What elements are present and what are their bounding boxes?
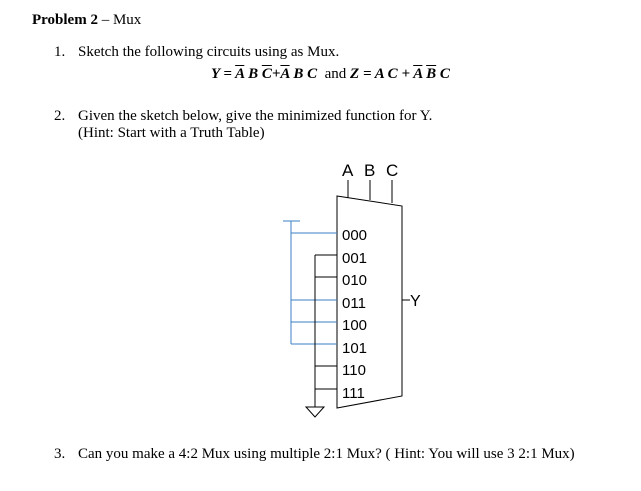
eq-z-lhs: Z: [350, 66, 360, 82]
eq-z-equals: =: [362, 66, 372, 82]
eq-y-lhs: Y: [211, 66, 220, 82]
black-wiring: [306, 255, 337, 417]
question-1-number: 1.: [54, 44, 66, 60]
eq-y-t2-c: C: [307, 66, 318, 82]
blue-wire-000-diag: [291, 221, 337, 233]
problem-title-rest: – Mux: [97, 12, 142, 28]
mux-input-110: 110: [342, 362, 366, 379]
question-2-text: Given the sketch below, give the minimized function for Y.: [78, 108, 433, 124]
select-label-a: A: [342, 161, 354, 180]
question-2-hint: (Hint: Start with a Truth Table): [78, 125, 265, 141]
mux-input-000: 000: [342, 227, 368, 244]
eq-y-t1-a: $\overline{A}$: [235, 66, 245, 82]
output-label: Y: [410, 293, 421, 310]
eq-z-t2-b: $\overline{B}$: [426, 66, 437, 82]
eq-y-equals: =: [223, 66, 232, 82]
select-label-b: B: [364, 161, 376, 180]
eq-z-plus: +: [401, 66, 410, 82]
eq-y-t1-b: B: [248, 66, 259, 82]
blue-wiring: [283, 221, 337, 344]
mux-input-101: 101: [342, 340, 368, 357]
select-label-c: C: [386, 161, 399, 180]
problem-title-bold: Problem 2: [32, 12, 98, 28]
mux-input-111: 111: [342, 385, 365, 402]
mux-input-010: 010: [342, 272, 368, 289]
eq-z-t1-c: C: [387, 66, 398, 82]
eq-y-plus: +: [271, 66, 281, 82]
question-2-number: 2.: [54, 108, 66, 124]
question-3-number: 3.: [54, 446, 66, 462]
question-3: [54, 446, 575, 463]
eq-y-t2-b: B: [293, 66, 304, 82]
eq-y-t1-c: $\overline{C}$: [261, 66, 272, 82]
ground-triangle-icon: [306, 407, 324, 417]
question-1-text: Sketch the following circuits using as Mux.: [78, 44, 340, 60]
eq-z-t1-a: A: [374, 66, 384, 82]
eq-y-t2-a: $\overline{A}$: [280, 66, 290, 82]
eq-z-t2-a: $\overline{A}$: [413, 66, 423, 82]
question-3-text: Can you make a 4:2 Mux using multiple 2:1 Mux? ( Hint: You will use 3 2:1 Mux): [78, 446, 575, 462]
mux-input-001: 001: [342, 250, 368, 267]
eq-and: and: [324, 66, 347, 82]
mux-input-011: 011: [342, 295, 366, 312]
mux-input-100: 100: [342, 317, 368, 334]
eq-z-t2-c: C: [439, 66, 450, 82]
